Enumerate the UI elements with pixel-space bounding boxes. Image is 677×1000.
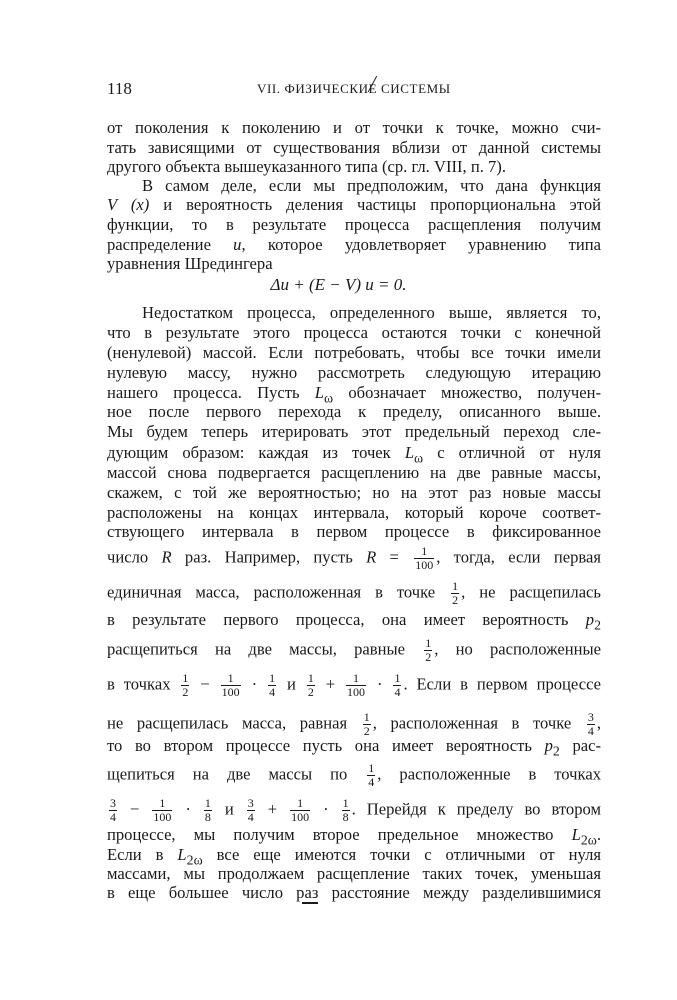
- text-line: (ненулевой) массой. Если потребовать, чтобы все точки имели: [107, 343, 601, 362]
- text-line: $\frac{3}{4}$ − $\frac{1}{100}$ · $\frac{1}{8}$ и $\frac{3}{4}$ + $\frac{1}{100}$ · $\frac{1}{8}$ . Перейдя к пределу во втором: [110, 796, 601, 824]
- text-line: то во втором процессе пусть она имеет вероятность $p_2$ рас-: [107, 736, 602, 759]
- text-line: массой снова подвергается расщеплению на две равные массы,: [107, 463, 601, 482]
- fraction-1-2: $\frac{1}{2}$: [182, 671, 189, 699]
- text-line: единичная масса, расположенная в точке $\frac{1}{2}$ , не расщепилась: [107, 579, 601, 607]
- fraction-1-2: $\frac{1}{2}$: [425, 636, 432, 664]
- fraction-3-4: $\frac{3}{4}$: [110, 796, 116, 824]
- fraction-1-2: $\frac{1}{2}$: [363, 710, 370, 738]
- math-u: u: [233, 235, 242, 254]
- page-number: 118: [107, 79, 132, 98]
- fraction-1-4: $\frac{1}{4}$: [269, 671, 276, 699]
- schrodinger-equation: Δu + (E − V) u = 0.: [270, 275, 407, 294]
- fraction-1-4: $\frac{1}{4}$: [394, 671, 401, 699]
- fraction-1-100: $\frac{1}{100}$: [221, 671, 240, 699]
- text-line: в еще большее число раз расстояние между разделившимися: [107, 883, 601, 902]
- text-line: другого объекта вышеуказанного типа (ср. гл. VIII, п. 7).: [107, 157, 506, 176]
- text-line: дующим образом: каждая из точек $L_\omega$ с отличной от нуля: [107, 443, 601, 466]
- fraction-1-2: $\frac{1}{2}$: [452, 579, 459, 607]
- fraction-3-4: $\frac{3}{4}$: [587, 710, 594, 738]
- text-line: нулевую массу, нужно рассмотреть следующую итерацию: [107, 363, 601, 382]
- fraction-1-100: $\frac{1}{100}$: [415, 544, 434, 572]
- page-header: [107, 79, 603, 99]
- text-line: скажем, с той же вероятностью; но на этот раз новые массы: [107, 483, 601, 502]
- text-line: расположены на концах интервала, который короче соответ-: [107, 503, 601, 522]
- text-line: функции, то в результате процесса расщепления получим: [107, 215, 601, 234]
- pencil-mark: [302, 902, 318, 904]
- fraction-1-8: $\frac{1}{8}$: [204, 796, 211, 824]
- fraction-1-2: $\frac{1}{2}$: [307, 671, 314, 699]
- text-line: не расщепилась масса, равная $\frac{1}{2}$ , расположенная в точке $\frac{3}{4}$ ,: [107, 710, 601, 738]
- text-line: от поколения к поколению и от точки к точке, можно счи-: [107, 118, 601, 137]
- fraction-1-8: $\frac{1}{8}$: [342, 796, 349, 824]
- fraction-1-100: $\frac{1}{100}$: [291, 796, 310, 824]
- text-line: В самом деле, если мы предположим, что дана функция: [142, 176, 601, 195]
- fraction-1-4: $\frac{1}{4}$: [368, 761, 375, 789]
- text-line: нашего процесса. Пусть $L_\omega$ обозначает множество, получен-: [107, 383, 601, 406]
- text-line: V (x) и вероятность деления частицы пропорциональна этой: [107, 195, 602, 214]
- fraction-1-100: $\frac{1}{100}$: [153, 796, 172, 824]
- text-line: распределение u, которое удовлетворяет уравнению типа: [107, 235, 601, 254]
- text-line: процессе, мы получим второе предельное множество $L_{2\omega}$.: [107, 825, 601, 848]
- text-line: массами, мы продолжаем расщепление таких точек, уменьшая: [107, 864, 601, 883]
- text-line: что в результате этого процесса остаются точки с конечной: [107, 323, 601, 342]
- text-line: в результате первого процесса, она имеет вероятность $p_2$: [107, 610, 601, 633]
- text-line: число R раз. Например, пусть R = $\frac{1}{100}$ , тогда, если первая: [107, 544, 601, 572]
- math-v-of-x: V (x): [107, 195, 150, 214]
- text-line: ствующего интервала в первом процессе в фиксированное: [107, 522, 601, 541]
- text-line: Мы будем теперь итерировать этот предельный переход сле-: [107, 422, 601, 441]
- text-line: Недостатком процесса, определенного выше, является то,: [142, 303, 601, 322]
- fraction-1-100: $\frac{1}{100}$: [347, 671, 366, 699]
- text-line: расщепиться на две массы, равные $\frac{1}{2}$ , но расположенные: [107, 636, 601, 664]
- text-line: ное после первого перехода к пределу, описанного выше.: [107, 402, 601, 421]
- text-line: уравнения Шредингера: [107, 254, 273, 273]
- text-line: в точках $\frac{1}{2}$ − $\frac{1}{100}$ · $\frac{1}{4}$ и $\frac{1}{2}$ + $\frac{1}{100}$ · $\frac{1}{4}$ . Если в первом процессе: [107, 671, 602, 699]
- text-line: Если в $L_{2\omega}$ все еще имеются точки с отличными от нуля: [107, 845, 601, 868]
- text-line: щепиться на две массы по $\frac{1}{4}$ , расположенные в точках: [107, 761, 601, 789]
- fraction-3-4: $\frac{3}{4}$: [247, 796, 254, 824]
- running-head: VII. ФИЗИЧЕСКИЕ СИСТЕМЫ: [257, 81, 451, 96]
- text-line: тать зависящими от существования вблизи от данной системы: [107, 138, 601, 157]
